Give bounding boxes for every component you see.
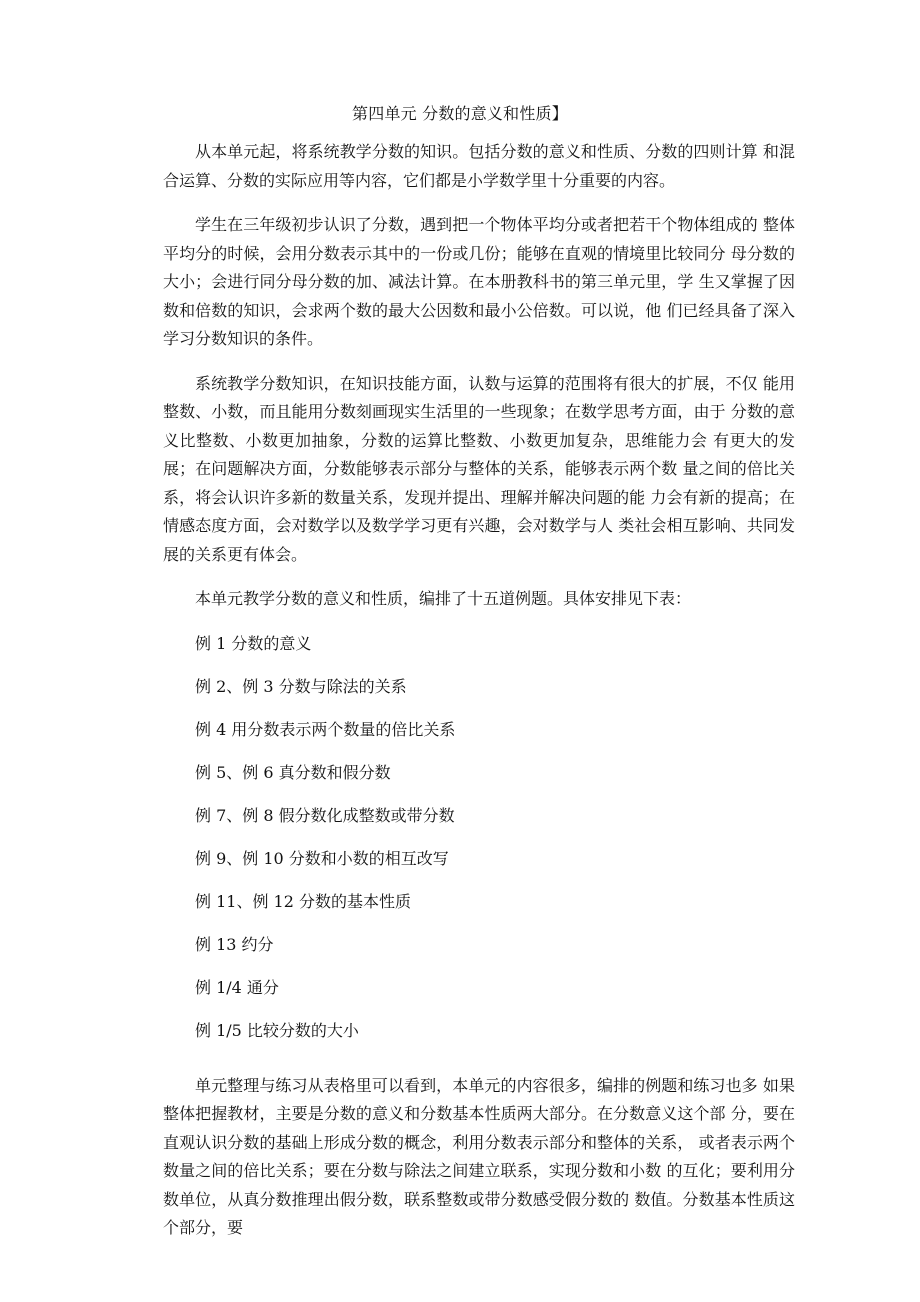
- list-item: 例 11、例 12 分数的基本性质: [195, 891, 411, 911]
- page-title: 第四单元 分数的意义和性质】: [352, 104, 568, 123]
- document-body: [163, 138, 795, 1259]
- list-item: 例 1 分数的意义: [195, 633, 312, 653]
- list-item: 例 1/4 通分: [195, 977, 279, 997]
- list-item: 例 2、例 3 分数与除法的关系: [195, 676, 407, 696]
- list-item: 例 13 约分: [195, 934, 274, 954]
- paragraph-teaching-goals: 系统教学分数知识，在知识技能方面，认数与运算的范围将有很大的扩展，不仅 能用整数、小数，而且能用分数刻画现实生活里的一些现象；在数学思考方面，由于 分数的意义比整数、小数更加抽象，分数的运算比整数、小数更加复杂，思维能力会 有更大的发展；在问题解决方面，分数能够表示部分与整体的关系，能够表示两个数 量之间的倍比关系，将会认识许多新的数量关系，发现并提出、理解并解决问题的能 力会有新的提高；在情感态度方面，会对数学以及数学学习更有兴趣，会对数学与人 类社会相互影响、共同发展的关系更有体会。: [163, 373, 795, 564]
- paragraph-intro: 从本单元起，将系统教学分数的知识。包括分数的意义和性质、分数的四则计算 和混合运算、分数的实际应用等内容，它们都是小学数学里十分重要的内容。: [163, 142, 795, 190]
- example-list: [163, 630, 795, 1060]
- list-item: 例 4 用分数表示两个数量的倍比关系: [195, 719, 456, 739]
- paragraph-prior-knowledge: 学生在三年级初步认识了分数，遇到把一个物体平均分或者把若干个物体组成的 整体平均分的时候，会用分数表示其中的一份或几份；能够在直观的情境里比较同分 母分数的大小；会进行同分母分数的加、减法计算。在本册教科书的第三单元里，学 生又掌握了因数和倍数的知识，会求两个数的最大公因数和最小公倍数。可以说，他 们已经具备了深入学习分数知识的条件。: [163, 215, 795, 348]
- paragraph-unit-summary: 单元整理与练习从表格里可以看到，本单元的内容很多，编排的例题和练习也多 如果整体把握教材，主要是分数的意义和分数基本性质两大部分。在分数意义这个部 分，要在直观认识分数的基础上形成分数的概念，利用分数表示部分和整体的关系， 或者表示两个数量之间的倍比关系；要在分数与除法之间建立联系，实现分数和小数 的互化；要利用分数单位，从真分数推理出假分数，联系整数或带分数感受假分数的 数值。分数基本性质这个部分，要: [163, 1075, 795, 1237]
- paragraph-examples-intro: 本单元教学分数的意义和性质，编排了十五道例题。具体安排见下表：: [195, 589, 692, 608]
- list-item: 例 7、例 8 假分数化成整数或带分数: [195, 805, 455, 825]
- list-item: 例 9、例 10 分数和小数的相互改写: [195, 848, 449, 868]
- list-item: 例 1/5 比较分数的大小: [195, 1020, 359, 1040]
- list-item: 例 5、例 6 真分数和假分数: [195, 762, 391, 782]
